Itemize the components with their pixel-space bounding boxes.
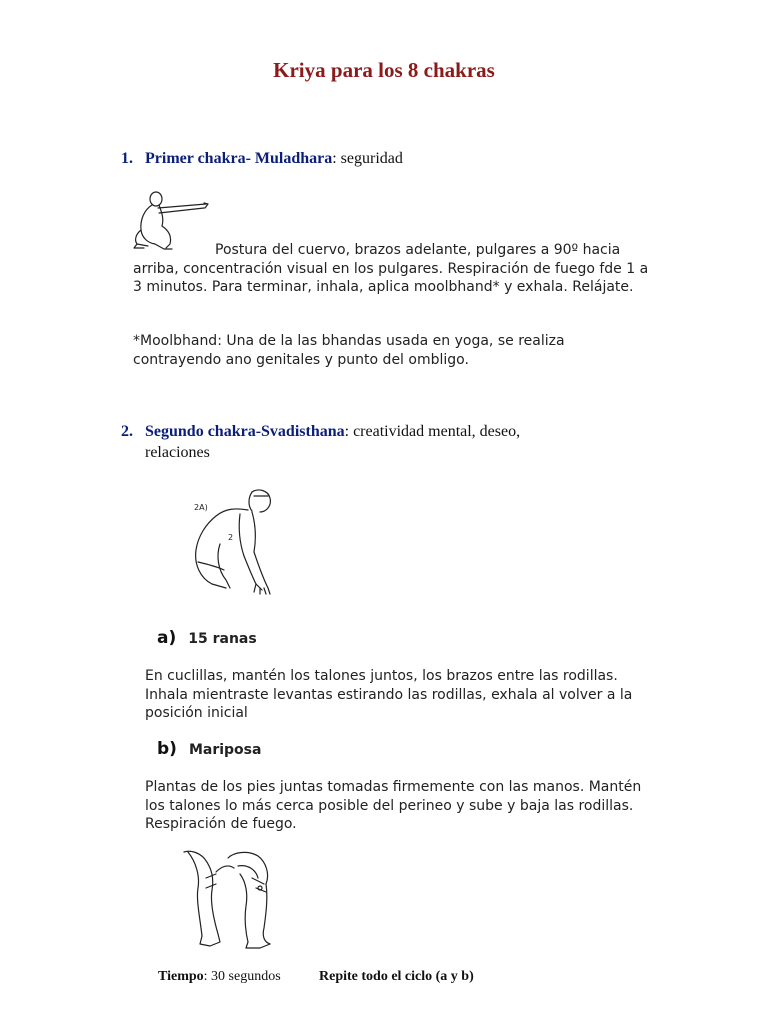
footer-repeat-text: Repite todo el ciclo (a y b) [319, 969, 474, 984]
item-a-text: En cuclillas, mantén los talones juntos, los brazos entre las rodillas. Inhala mientraste levantas estirando las rodillas, exhala al volver a la posición inicial [145, 668, 633, 721]
section-1-name: Primer chakra- Muladhara [145, 150, 333, 167]
section-1-subtitle: : seguridad [332, 150, 403, 167]
footer-time-label: Tiempo [158, 969, 204, 984]
item-b-letter: b) [157, 739, 177, 759]
footer-time [158, 969, 281, 985]
section-2-subtitle-line2: relaciones [145, 444, 210, 461]
section-1-paragraph-2: *Moolbhand: Una de la las bhandas usada en yoga, se realiza contrayendo ano genitales y punto del ombligo. [133, 333, 565, 368]
frog-pose-illustration [190, 484, 274, 598]
butterfly-pose-illustration [176, 848, 280, 950]
section-1-paragraph-1: Postura del cuervo, brazos adelante, pulgares a 90º hacia arriba, concentración visual en los pulgares. Respiración de fuego fde 1 a 3 minutos. Para terminar, inhala, aplica moolbhand* y exhala. Relájate. [133, 242, 649, 295]
section-1-number: 1. [121, 150, 133, 167]
page-title: Kriya para los 8 chakras [273, 58, 495, 82]
section-2-name: Segundo chakra-Svadisthana [145, 423, 345, 440]
footer-repeat [319, 969, 474, 985]
section-2-subtitle: : creatividad mental, deseo, [344, 423, 521, 440]
figure-label: 2A) [194, 503, 208, 512]
section-2-number: 2. [121, 423, 133, 440]
item-b-heading [157, 739, 261, 759]
item-a-letter: a) [157, 628, 177, 648]
section-1-heading [121, 148, 403, 169]
item-b-title: Mariposa [188, 742, 262, 758]
svg-text:2: 2 [228, 533, 234, 542]
item-b-text: Plantas de los pies juntas tomadas firmemente con las manos. Mantén los talones lo más cerca posible del perineo y sube y baja las rodillas. Respiración de fuego. [145, 779, 642, 832]
item-a-heading [157, 628, 257, 648]
item-a-title: 15 ranas [188, 631, 257, 647]
section-2-heading [121, 421, 601, 463]
footer-time-value: : 30 segundos [203, 969, 281, 984]
